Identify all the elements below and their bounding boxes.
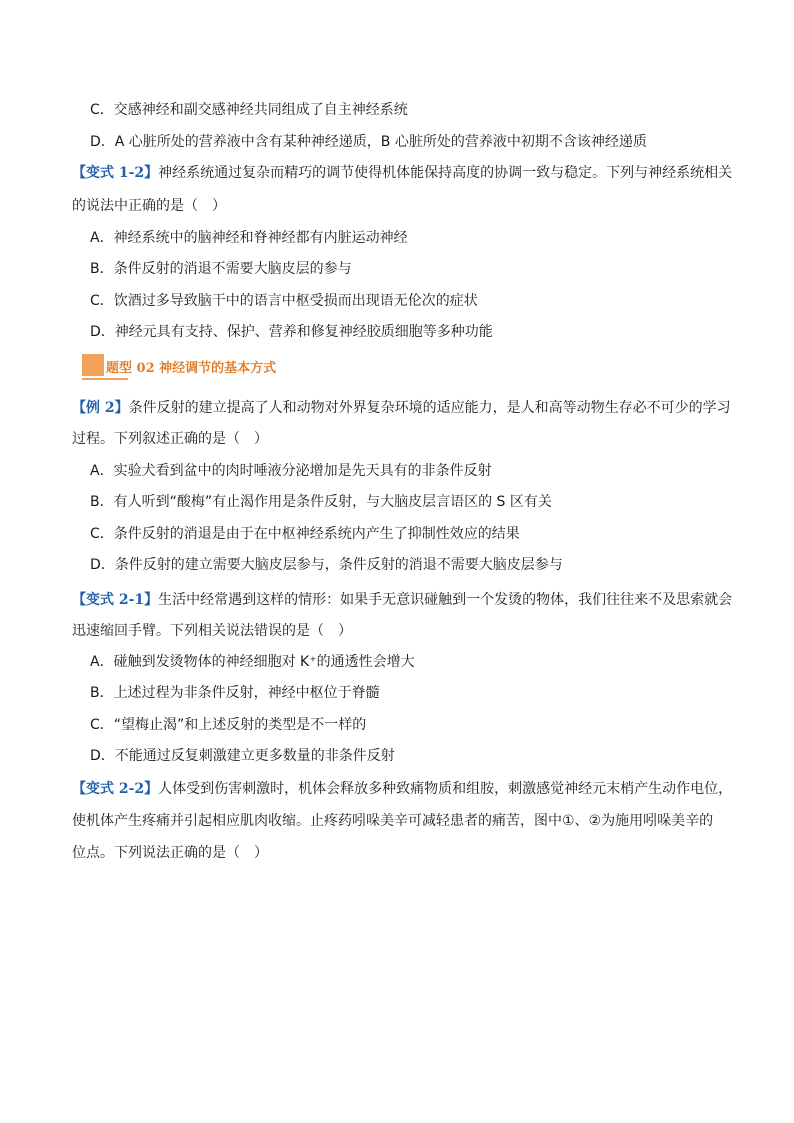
section-heading (82, 354, 322, 380)
section-marker-icon (82, 354, 104, 376)
variant-2-2-stem-line2: 使机体产生疼痛并引起相应肌肉收缩。止疼药吲哚美辛可减轻患者的痛苦，图中①、②为施用吲哚美辛的 (72, 813, 714, 829)
variant-1-2-option-a: A．神经系统中的脑神经和脊神经都有内脏运动神经 (90, 230, 408, 246)
variant-2-1-option-a: A．碰触到发烫物体的神经细胞对 K⁺的通透性会增大 (90, 654, 415, 670)
example-2-stem-text: 条件反射的建立提高了人和动物对外界复杂环境的适应能力，是人和高等动物生存必不可少的学习 (128, 400, 731, 416)
variant-2-2-stem-line3: 位点。下列说法正确的是（ ） (72, 845, 268, 861)
variant-1-2-stem-line2: 的说法中正确的是（ ） (72, 198, 226, 214)
variant-2-1-option-b: B．上述过程为非条件反射，神经中枢位于脊髓 (90, 685, 380, 701)
example-2-stem-line1 (72, 398, 731, 418)
variant-2-2-stem-line1 (72, 779, 732, 799)
variant-2-1-stem-line2: 迅速缩回手臂。下列相关说法错误的是（ ） (72, 623, 352, 639)
variant-1-2-option-c: C．饮酒过多导致脑干中的语言中枢受损而出现语无伦次的症状 (90, 293, 478, 309)
variant-2-2-stem-text: 人体受到伤害刺激时，机体会释放多种致痛物质和组胺，刺激感觉神经元末梢产生动作电位， (158, 781, 733, 797)
variant-2-1-option-d: D．不能通过反复刺激建立更多数量的非条件反射 (90, 748, 395, 764)
example-2-option-b: B．有人听到“酸梅”有止渴作用是条件反射，与大脑皮层言语区的 S 区有关 (90, 494, 552, 510)
variant-2-1-stem-text: 生活中经常遇到这样的情形：如果手无意识碰触到一个发烫的物体，我们往往来不及思索就会 (158, 592, 733, 608)
example-2-option-c: C．条件反射的消退是由于在中枢神经系统内产生了抑制性效应的结果 (90, 526, 520, 542)
section-title: 题型 02 神经调节的基本方式 (106, 361, 277, 376)
variant-1-2-option-d: D．神经元具有支持、保护、营养和修复神经胶质细胞等多种功能 (90, 324, 493, 340)
variant-1-2-stem-text: 神经系统通过复杂而精巧的调节使得机体能保持高度的协调一致与稳定。下列与神经系统相关 (158, 165, 733, 181)
variant-2-1-option-c: C．“望梅止渴”和上述反射的类型是不一样的 (90, 717, 367, 733)
example-2-option-d: D．条件反射的建立需要大脑皮层参与，条件反射的消退不需要大脑皮层参与 (90, 557, 563, 573)
variant-2-2-tag: 【变式 2-2】 (72, 781, 159, 797)
q1-option-d: D．A 心脏所处的营养液中含有某种神经递质，B 心脏所处的营养液中初期不含该神经递质 (90, 134, 647, 150)
example-2-tag: 【例 2】 (72, 400, 129, 416)
variant-1-2-tag: 【变式 1-2】 (72, 165, 159, 181)
section-underline (82, 378, 128, 380)
variant-1-2-stem-line1 (72, 163, 732, 183)
q1-option-c: C．交感神经和副交感神经共同组成了自主神经系统 (90, 102, 408, 118)
variant-1-2-option-b: B．条件反射的消退不需要大脑皮层的参与 (90, 261, 352, 277)
variant-2-1-stem-line1 (72, 590, 732, 610)
example-2-option-a: A．实验犬看到盆中的肉时唾液分泌增加是先天具有的非条件反射 (90, 463, 492, 479)
example-2-stem-line2: 过程。下列叙述正确的是（ ） (72, 431, 268, 447)
variant-2-1-tag: 【变式 2-1】 (72, 592, 159, 608)
